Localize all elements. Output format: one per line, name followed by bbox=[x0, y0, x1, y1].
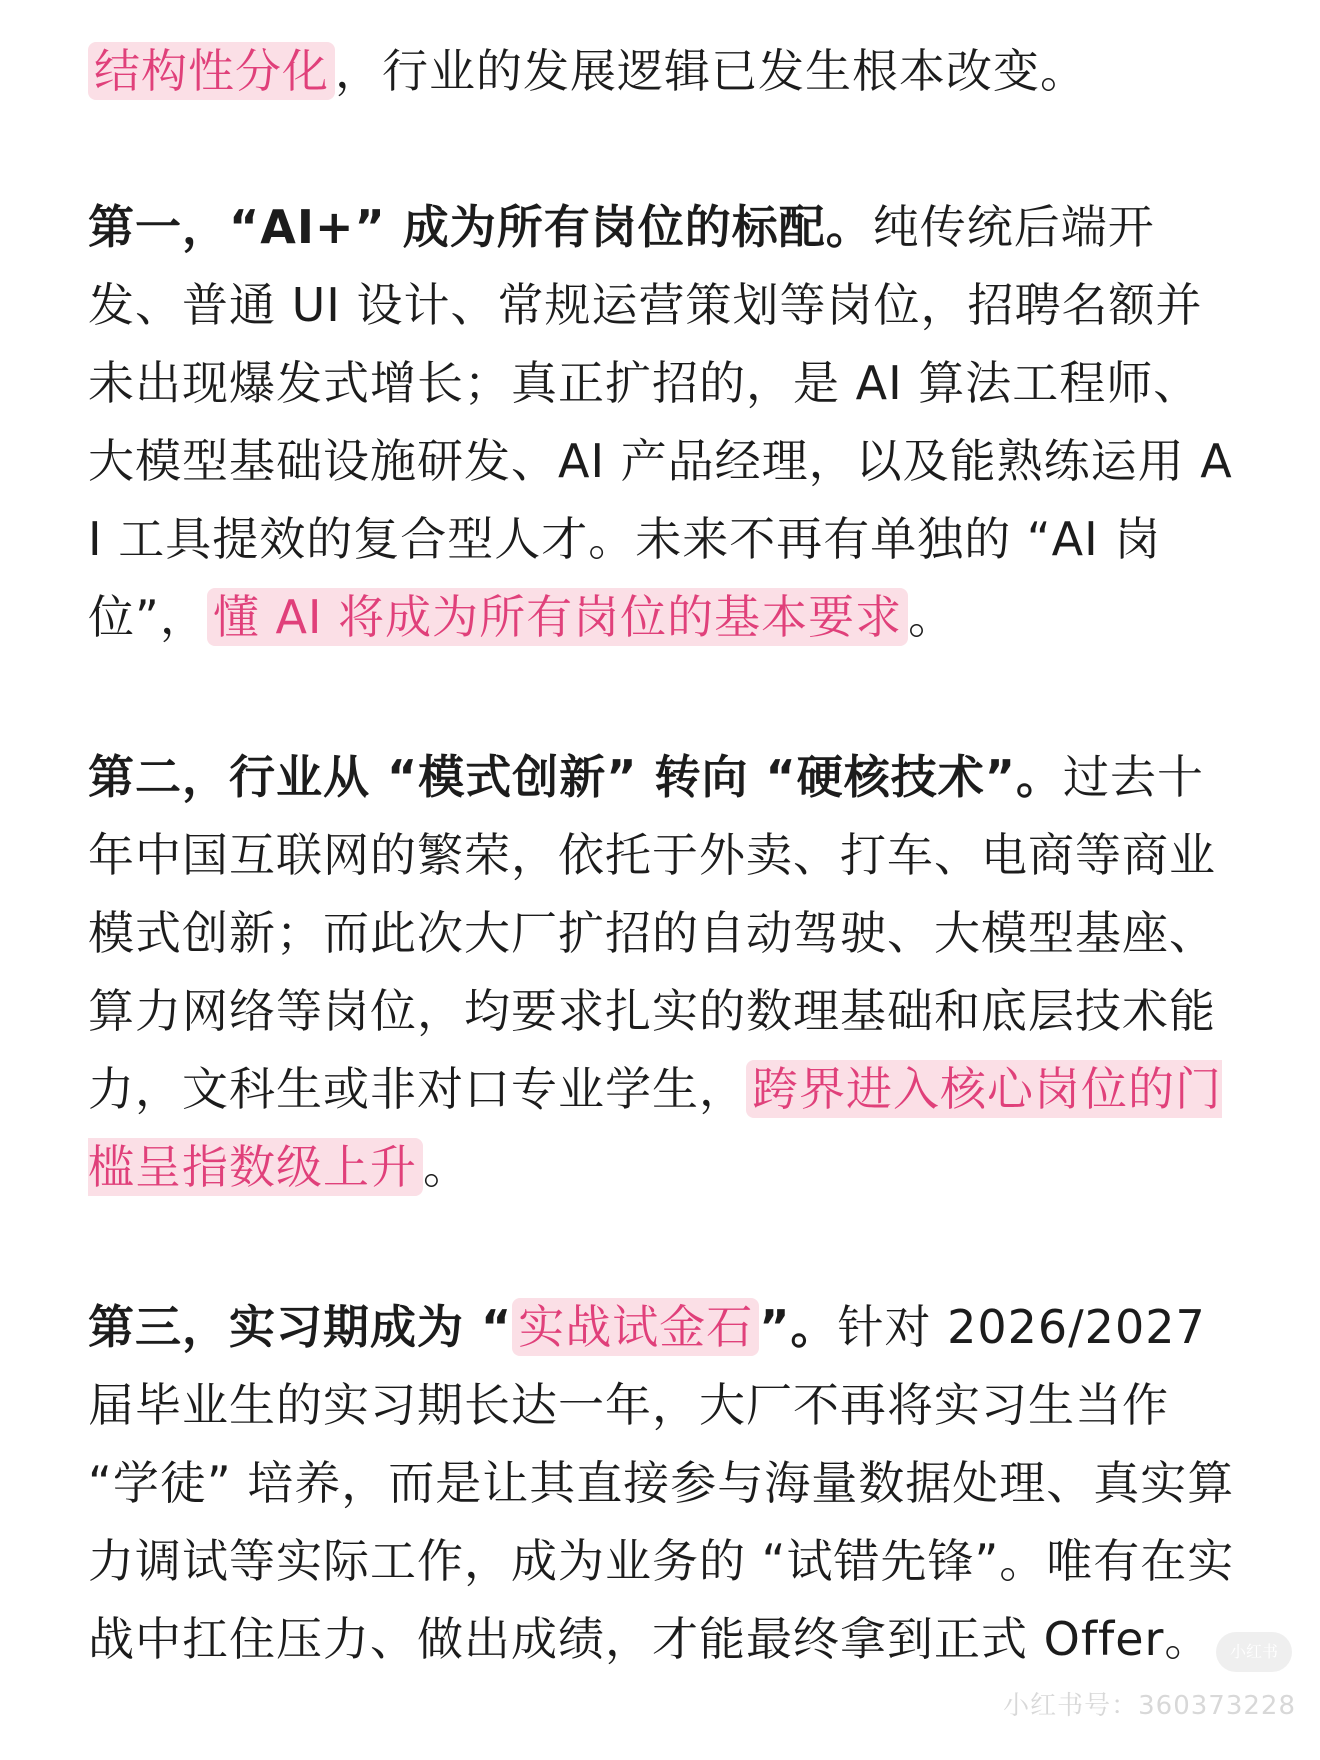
paragraph-text: ，行业的发展逻辑已发生根本改变。 bbox=[335, 44, 1087, 98]
paragraph-end-punct: 。 bbox=[423, 1140, 470, 1194]
highlight-touchstone: 实战试金石 bbox=[512, 1298, 759, 1356]
paragraph-text: 纯传统后端开发、普通 UI 设计、常规运营策划等岗位，招聘名额并未出现爆发式增长；真正扩招的，是 AI 算法工程师、大模型基础设施研发、AI 产品经理，以及能熟练运用 AI 工具提效的复合型人才。未来不再有单独的 “AI 岗位”， bbox=[88, 200, 1233, 644]
highlight-threshold-rise: 跨界进入核心岗位的门槛呈指数级上升 bbox=[88, 1062, 1222, 1194]
paragraph-intro-tail bbox=[88, 32, 1238, 110]
paragraph-third-point bbox=[88, 1288, 1238, 1678]
highlight-ai-basic-requirement: 懂 AI 将成为所有岗位的基本要求 bbox=[207, 588, 908, 646]
paragraph-text: 针对 2026/2027 届毕业生的实习期长达一年，大厂不再将实习生当作 “学徒” 培养，而是让其直接参与海量数据处理、真实算力调试等实际工作，成为业务的 “试错先锋”。唯有在实战中扛住压力、做出成绩，才能最终拿到正式 Offer。 bbox=[88, 1300, 1235, 1666]
point-heading-third: 第三，实习期成为 “ bbox=[88, 1300, 513, 1354]
watermark-logo: 小红书 bbox=[1216, 1632, 1292, 1672]
watermark-id: 小红书号：360373228 bbox=[1003, 1691, 1296, 1721]
point-heading-second: 第二，行业从 “模式创新” 转向 “硬核技术”。 bbox=[88, 750, 1063, 804]
paragraph-first-point bbox=[88, 188, 1238, 656]
point-heading-first: 第一，“AI+” 成为所有岗位的标配。 bbox=[88, 200, 873, 254]
highlight-structural-divergence: 结构性分化 bbox=[88, 42, 335, 100]
point-heading-third-end: ”。 bbox=[759, 1300, 838, 1354]
paragraph-second-point bbox=[88, 738, 1238, 1206]
paragraph-text: 过去十年中国互联网的繁荣，依托于外卖、打车、电商等商业模式创新；而此次大厂扩招的自动驾驶、大模型基座、算力网络等岗位，均要求扎实的数理基础和底层技术能力，文科生或非对口专业学生， bbox=[88, 750, 1216, 1116]
paragraph-end-punct: 。 bbox=[908, 590, 956, 644]
